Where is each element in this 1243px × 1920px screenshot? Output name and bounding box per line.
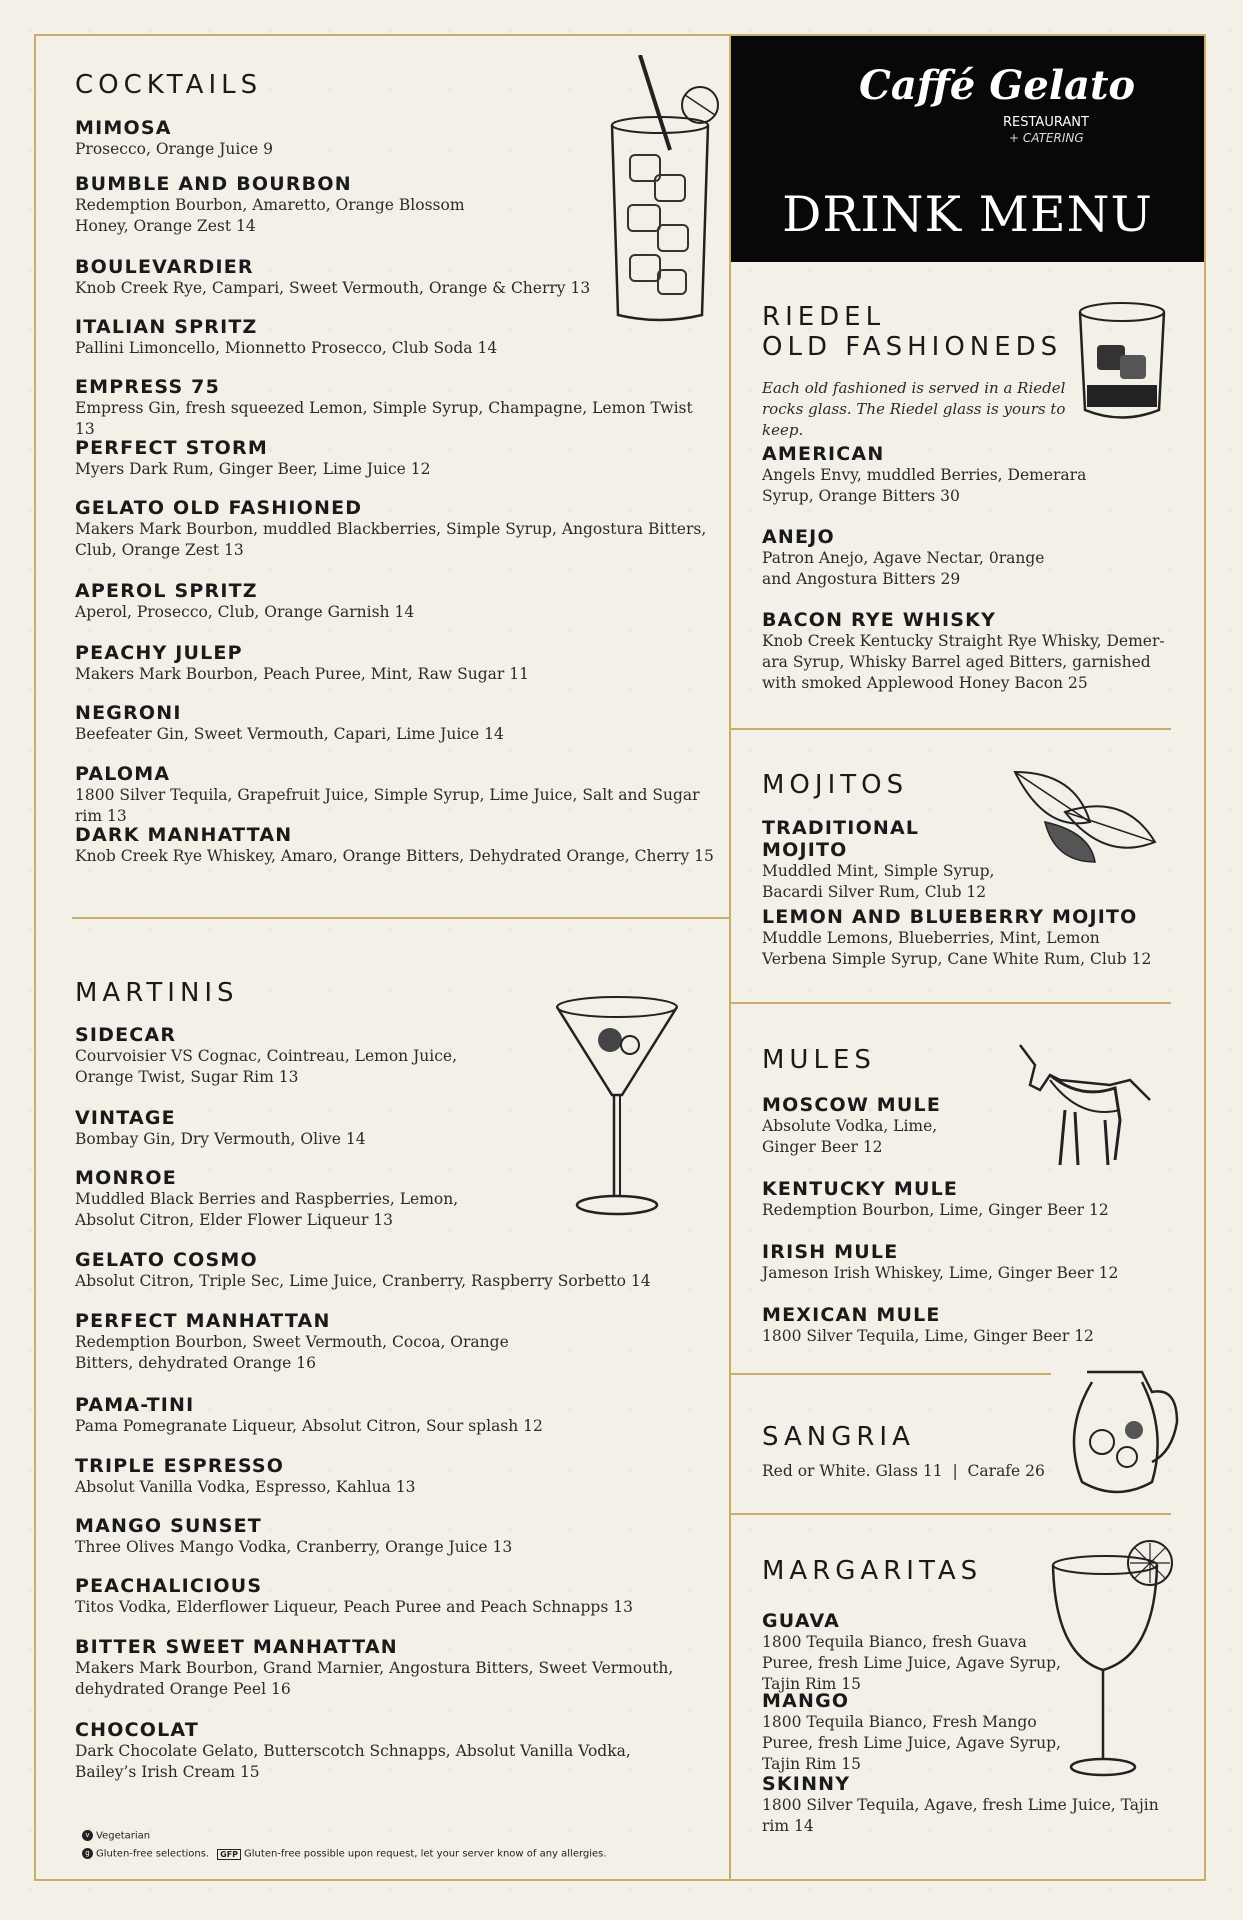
item-description: Dark Chocolate Gelato, Butterscotch Schnapps, Absolut Vanilla Vodka, Bailey’s Irish Cream 15	[75, 1742, 631, 1781]
rocks-glass-icon	[1075, 300, 1170, 425]
martini-item	[75, 1455, 715, 1498]
cocktail-item	[75, 173, 515, 237]
item-name: PAMA-TINI	[75, 1394, 195, 1416]
item-name: VINTAGE	[75, 1107, 176, 1129]
item-description: Courvoisier VS Cognac, Cointreau, Lemon Juice, Orange Twist, Sugar Rim 13	[75, 1047, 458, 1086]
column-divider	[729, 34, 731, 1881]
item-description: Bombay Gin, Dry Vermouth, Olive 14	[75, 1130, 366, 1148]
item-description: Makers Mark Bourbon, Peach Puree, Mint, Raw Sugar 11	[75, 665, 529, 683]
item-name: BUMBLE AND BOURBON	[75, 173, 352, 195]
riedel-title-line1: RIEDEL	[762, 302, 886, 332]
item-description: Empress Gin, fresh squeezed Lemon, Simple Syrup, Champagne, Lemon Twist 13	[75, 399, 693, 438]
item-name: PALOMA	[75, 763, 171, 785]
item-description: Aperol, Prosecco, Club, Orange Garnish 14	[75, 603, 415, 621]
item-description: Absolut Vanilla Vodka, Espresso, Kahlua 13	[75, 1478, 416, 1496]
item-name: DARK MANHATTAN	[75, 824, 293, 846]
item-description: 1800 Silver Tequila, Agave, fresh Lime Juice, Tajin rim 14	[762, 1796, 1159, 1835]
martini-item	[75, 1310, 565, 1374]
cocktail-item	[75, 376, 715, 440]
riedel-title	[762, 302, 1062, 362]
item-name: MOSCOW MULE	[762, 1094, 942, 1116]
item-name: GELATO COSMO	[75, 1249, 258, 1271]
item-description: 1800 Silver Tequila, Lime, Ginger Beer 12	[762, 1327, 1094, 1345]
item-description: Absolute Vodka, Lime, Ginger Beer 12	[762, 1117, 938, 1156]
legend-vegetarian	[82, 1830, 150, 1842]
item-name: GELATO OLD FASHIONED	[75, 497, 363, 519]
item-name: SIDECAR	[75, 1024, 177, 1046]
item-name: EMPRESS 75	[75, 376, 220, 398]
item-name: NEGRONI	[75, 702, 182, 724]
mule-item	[762, 1178, 1162, 1221]
item-name: SKINNY	[762, 1773, 851, 1795]
item-name: TRADITIONAL MOJITO	[762, 817, 920, 861]
item-name: APEROL SPRITZ	[75, 580, 258, 602]
item-description: Beefeater Gin, Sweet Vermouth, Capari, Lime Juice 14	[75, 725, 504, 743]
brand-subtitle-catering: + CATERING	[1009, 131, 1084, 145]
item-name: ANEJO	[762, 526, 835, 548]
item-description: Muddled Mint, Simple Syrup, Bacardi Silver Rum, Club 12	[762, 862, 995, 901]
legend-gluten	[82, 1848, 607, 1860]
martini-item	[75, 1394, 715, 1437]
item-name: MIMOSA	[75, 117, 172, 139]
item-name: MANGO SUNSET	[75, 1515, 262, 1537]
item-description: Redemption Bourbon, Lime, Ginger Beer 12	[762, 1201, 1109, 1219]
riedel-item	[762, 526, 1052, 590]
cocktail-item	[75, 580, 715, 623]
item-description: Pallini Limoncello, Mionnetto Prosecco, Club Soda 14	[75, 339, 498, 357]
item-description: Muddled Black Berries and Raspberries, Lemon, Absolut Citron, Elder Flower Liqueur 13	[75, 1190, 459, 1229]
item-name: ITALIAN SPRITZ	[75, 316, 258, 338]
item-name: MEXICAN MULE	[762, 1304, 941, 1326]
gfp-badge: GFP	[217, 1849, 241, 1860]
brand-subtitle: RESTAURANT	[1003, 115, 1089, 130]
divider-riedel-mojitos	[731, 728, 1171, 730]
margarita-item	[762, 1610, 1082, 1695]
item-description: Knob Creek Rye, Campari, Sweet Vermouth, Orange & Cherry 13	[75, 279, 591, 297]
cocktail-item	[75, 642, 715, 685]
menu-header	[731, 36, 1204, 262]
martini-item	[75, 1167, 485, 1231]
item-name: PERFECT STORM	[75, 437, 268, 459]
item-name: BOULEVARDIER	[75, 256, 254, 278]
item-name: MONROE	[75, 1167, 177, 1189]
gluten-free-icon: g	[82, 1848, 93, 1859]
riedel-item	[762, 443, 1142, 507]
cocktail-item	[75, 824, 715, 867]
item-description: Makers Mark Bourbon, muddled Blackberries, Simple Syrup, Angostura Bitters, Club, Orange Zest 13	[75, 520, 707, 559]
sangria-title: SANGRIA	[762, 1422, 915, 1452]
brand-logo: Caffé Gelato	[859, 62, 1136, 109]
divider-mules-sangria	[731, 1373, 1051, 1375]
item-name: KENTUCKY MULE	[762, 1178, 959, 1200]
item-description: Titos Vodka, Elderflower Liqueur, Peach Puree and Peach Schnapps 13	[75, 1598, 633, 1616]
divider-sangria-margaritas	[731, 1513, 1171, 1515]
riedel-intro: Each old fashioned is served in a Riedel rocks glass. The Riedel glass is yours to keep.	[762, 379, 1066, 439]
mojito-item	[762, 817, 1012, 903]
margarita-glass-icon	[1045, 1535, 1175, 1785]
item-description: Jameson Irish Whiskey, Lime, Ginger Beer 12	[762, 1264, 1119, 1282]
item-name: BITTER SWEET MANHATTAN	[75, 1636, 398, 1658]
cocktail-item	[75, 497, 715, 561]
item-name: PEACHALICIOUS	[75, 1575, 263, 1597]
riedel-item	[762, 609, 1172, 694]
item-name: AMERICAN	[762, 443, 885, 465]
martini-item	[75, 1636, 715, 1700]
item-description: Angels Envy, muddled Berries, Demerara Syrup, Orange Bitters 30	[762, 466, 1087, 505]
item-name: PERFECT MANHATTAN	[75, 1310, 331, 1332]
item-description: Redemption Bourbon, Sweet Vermouth, Cocoa, Orange Bitters, dehydrated Orange 16	[75, 1333, 509, 1372]
item-description: Myers Dark Rum, Ginger Beer, Lime Juice 12	[75, 460, 431, 478]
legend-gfp-note: Gluten-free possible upon request, let your server know of any allergies.	[244, 1848, 607, 1860]
margaritas-title: MARGARITAS	[762, 1556, 983, 1586]
divider-cocktails-martinis	[72, 917, 729, 919]
item-name: TRIPLE ESPRESSO	[75, 1455, 285, 1477]
cocktail-item	[75, 437, 715, 480]
margarita-item	[762, 1690, 1082, 1775]
martinis-title: MARTINIS	[75, 978, 239, 1008]
mule-item	[762, 1241, 1162, 1284]
item-name: CHOCOLAT	[75, 1719, 199, 1741]
item-name: BACON RYE WHISKY	[762, 609, 997, 631]
item-description: Muddle Lemons, Blueberries, Mint, Lemon Verbena Simple Syrup, Cane White Rum, Club 12	[762, 929, 1152, 968]
highball-glass-icon	[600, 55, 720, 325]
item-description: Redemption Bourbon, Amaretto, Orange Blossom Honey, Orange Zest 14	[75, 196, 465, 235]
item-description: Knob Creek Rye Whiskey, Amaro, Orange Bitters, Dehydrated Orange, Cherry 15	[75, 847, 714, 865]
menu-title: DRINK MENU	[782, 186, 1153, 243]
mint-leaves-icon	[1005, 762, 1160, 867]
legend-gluten-text: Gluten-free selections.	[96, 1848, 210, 1860]
martini-item	[75, 1515, 715, 1558]
item-name: GUAVA	[762, 1610, 840, 1632]
pitcher-icon	[1062, 1362, 1187, 1502]
item-description: Absolut Citron, Triple Sec, Lime Juice, Cranberry, Raspberry Sorbetto 14	[75, 1272, 651, 1290]
mule-item	[762, 1094, 962, 1158]
item-description: Pama Pomegranate Liqueur, Absolut Citron, Sour splash 12	[75, 1417, 543, 1435]
martini-glass-icon	[552, 995, 682, 1220]
item-description: 1800 Silver Tequila, Grapefruit Juice, Simple Syrup, Lime Juice, Salt and Sugar rim 13	[75, 786, 700, 825]
item-description: Knob Creek Kentucky Straight Rye Whisky, Demer-ara Syrup, Whisky Barrel aged Bitters, garnished with smoked Applewood Honey Bacon 25	[762, 632, 1165, 692]
martini-item	[75, 1249, 715, 1292]
item-description: Makers Mark Bourbon, Grand Marnier, Angostura Bitters, Sweet Vermouth, dehydrated Orange Peel 16	[75, 1659, 674, 1698]
legend-vegetarian-text: Vegetarian	[96, 1830, 151, 1842]
martini-item	[75, 1024, 485, 1088]
divider-mojitos-mules	[731, 1002, 1171, 1004]
item-description: Patron Anejo, Agave Nectar, 0range and Angostura Bitters 29	[762, 549, 1045, 588]
item-description: 1800 Tequila Bianco, fresh Guava Puree, fresh Lime Juice, Agave Syrup, Tajin Rim 15	[762, 1633, 1061, 1693]
item-description: 1800 Tequila Bianco, Fresh Mango Puree, fresh Lime Juice, Agave Syrup, Tajin Rim 15	[762, 1713, 1061, 1773]
mule-item	[762, 1304, 1162, 1347]
item-name: LEMON AND BLUEBERRY MOJITO	[762, 906, 1138, 928]
martini-item	[75, 1575, 715, 1618]
cocktails-title: COCKTAILS	[75, 70, 263, 100]
mojitos-title: MOJITOS	[762, 770, 909, 800]
item-description: Red or White. Glass 11 | Carafe 26	[762, 1462, 1045, 1480]
item-name: IRISH MULE	[762, 1241, 899, 1263]
mules-title: MULES	[762, 1045, 876, 1075]
sangria-item	[762, 1461, 1062, 1482]
cocktail-item	[75, 702, 715, 745]
martini-item	[75, 1719, 665, 1783]
item-name: MANGO	[762, 1690, 850, 1712]
donkey-icon	[1010, 1040, 1160, 1175]
cocktail-item	[75, 763, 715, 827]
riedel-title-line2: OLD FASHIONEDS	[762, 332, 1063, 362]
item-description: Prosecco, Orange Juice 9	[75, 140, 274, 158]
item-name: PEACHY JULEP	[75, 642, 243, 664]
mojito-item	[762, 906, 1167, 970]
item-description: Three Olives Mango Vodka, Cranberry, Orange Juice 13	[75, 1538, 513, 1556]
vegetarian-icon: v	[82, 1830, 93, 1841]
